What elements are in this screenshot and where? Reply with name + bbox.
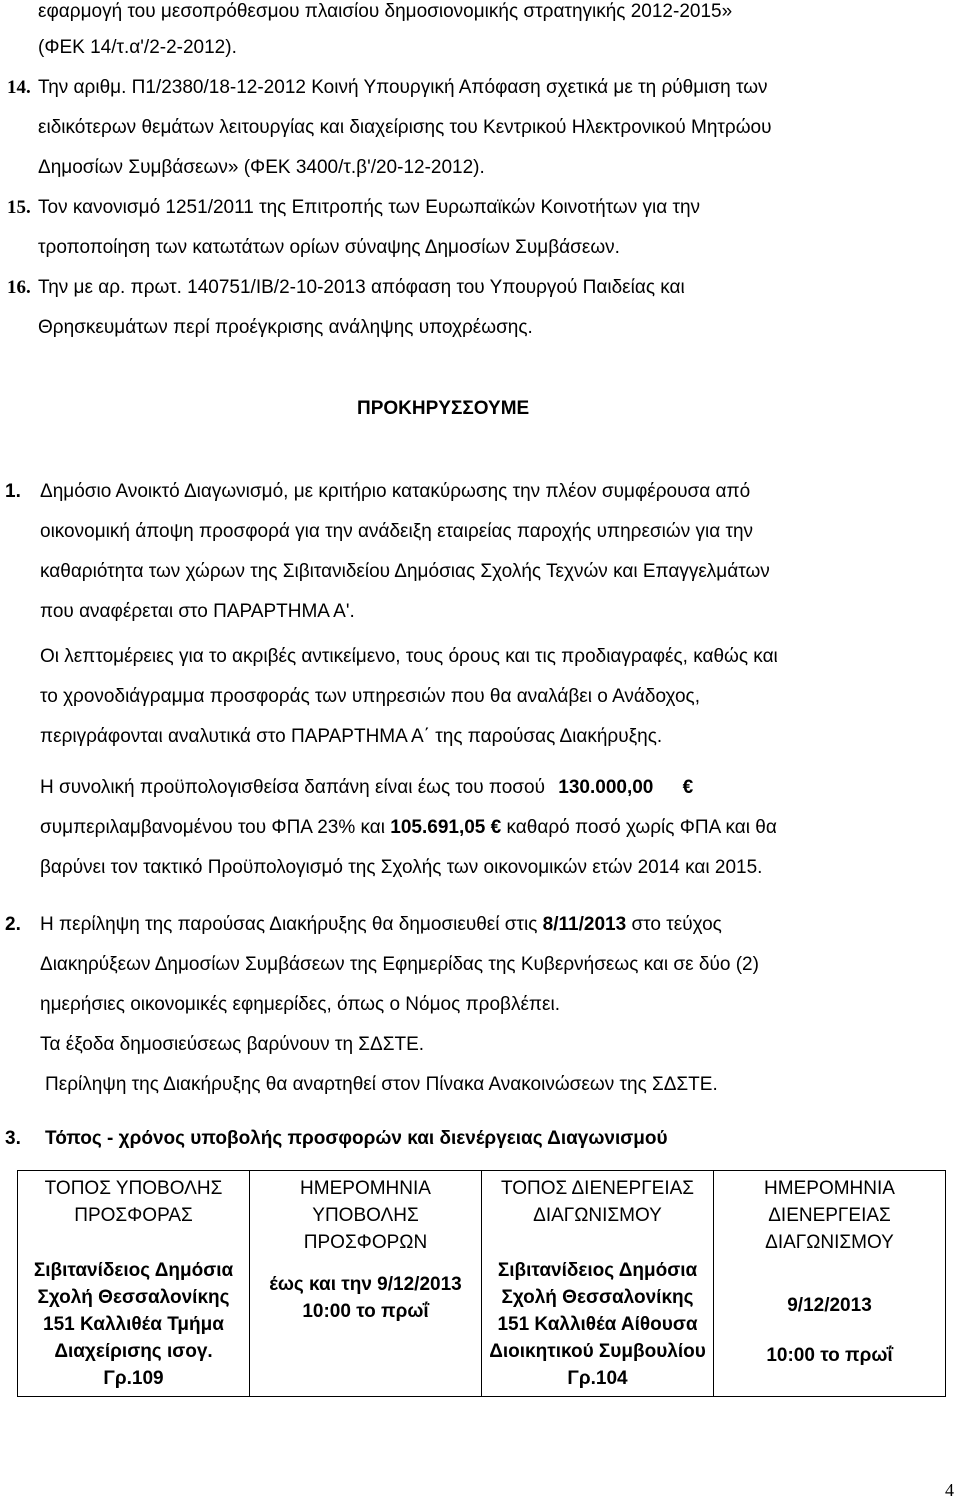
text-line: το χρονοδιάγραμμα προσφοράς των υπηρεσιών που θα αναλάβει ο Ανάδοχος, (40, 686, 700, 707)
list-item-14 (7, 76, 946, 100)
vat-text: συμπεριλαμβανομένου του ΦΠΑ 23% και (40, 817, 385, 838)
list-item-15 (7, 196, 700, 220)
list-item-16 (7, 276, 685, 300)
table-cell (482, 1171, 714, 1397)
column-header: ΤΟΠΟΣ ΥΠΟΒΟΛΗΣ ΠΡΟΣΦΟΡΑΣ (44, 1178, 223, 1226)
section-number: 3. (5, 1128, 21, 1149)
table-cell (18, 1171, 250, 1397)
table-cell (250, 1171, 482, 1397)
text-line (38, 0, 946, 24)
cell-value: Σιβιτανίδειος Δημόσια Σχολή Θεσσαλονίκης 151 Καλλιθέα Τμήμα Διαχείρισης ισογ. Γρ.109 (33, 1260, 234, 1389)
euro-symbol: € (490, 817, 502, 838)
publication-date: 8/11/2013 (542, 914, 627, 935)
text-line: βαρύνει τον τακτικό Προϋπολογισμό της Σχολής των οικονομικών ετών 2014 και 2015. (40, 857, 763, 878)
budget-line-2 (40, 816, 777, 840)
section-3-title (5, 1127, 668, 1151)
text-line: Τα έξοδα δημοσιεύσεως βαρύνουν τη ΣΔΣΤΕ. (40, 1034, 425, 1055)
euro-symbol: € (682, 777, 694, 798)
section-number: 1. (5, 481, 21, 502)
table-cell (714, 1171, 946, 1397)
text-line: Οι λεπτομέρειες για το ακριβές αντικείμενο, τους όρους και τις προδιαγραφές, καθώς και (40, 646, 778, 667)
section-title: Τόπος - χρόνος υποβολής προσφορών και διενέργειας Διαγωνισμού (45, 1128, 668, 1149)
budget-line (40, 776, 693, 800)
section-1-line (5, 480, 750, 504)
net-amount: 105.691,05 (390, 817, 486, 838)
section-text: Δημόσιο Ανοικτό Διαγωνισμό, με κριτήριο κατακύρωσης την πλέον συμφέρουσα από (40, 481, 751, 502)
cell-value: έως και την 9/12/2013 10:00 το πρωΐ (269, 1274, 462, 1322)
text-line: Θρησκευμάτων περί προέγκρισης ανάληψης υποχρέωσης. (38, 317, 533, 338)
column-header: ΗΜΕΡΟΜΗΝΙΑ ΔΙΕΝΕΡΓΕΙΑΣ ΔΙΑΓΩΝΙΣΜΟΥ (764, 1178, 895, 1253)
item-text: Την αριθμ. Π1/2380/18-12-2012 Κοινή Υπουργική Απόφαση σχετικά με τη ρύθμιση των (38, 77, 768, 98)
section-text: Η περίληψη της παρούσας Διακήρυξης θα δημοσιευθεί στις (40, 914, 538, 935)
cell-value: Σιβιτανίδειος Δημόσια Σχολή Θεσσαλονίκης 151 Καλλιθέα Αίθουσα Διοικητικού Συμβουλίου Γρ.104 (489, 1260, 706, 1389)
text-line: (ΦΕΚ 14/τ.α'/2-2-2012). (38, 37, 237, 58)
text-line: ειδικότερων θεμάτων λειτουργίας και διαχείρισης του Κεντρικού Ηλεκτρονικού Μητρώου (38, 117, 772, 138)
text-line: περιγράφονται αναλυτικά στο ΠΑΡΑΡΤΗΜΑ Α΄ της παρούσας Διακήρυξης. (40, 726, 663, 747)
item-number: 14. (7, 77, 31, 98)
text-line: που αναφέρεται στο ΠΑΡΑΡΤΗΜΑ Α'. (40, 601, 355, 622)
section-number: 2. (5, 914, 21, 935)
schedule-table (17, 1170, 946, 1397)
text-line: καθαριότητα των χώρων της Σιβιτανιδείου Δημόσιας Σχολής Τεχνών και Επαγγελμάτων (40, 561, 770, 582)
text-line: Δημοσίων Συμβάσεων» (ΦΕΚ 3400/τ.β'/20-12-2012). (38, 157, 485, 178)
table-row (18, 1171, 946, 1397)
text-line: Περίληψη της Διακήρυξης θα αναρτηθεί στον Πίνακα Ανακοινώσεων της ΣΔΣΤΕ. (45, 1074, 718, 1095)
page-number: 4 (945, 1480, 954, 1500)
item-text: Την με αρ. πρωτ. 140751/ΙΒ/2-10-2013 απόφαση του Υπουργού Παιδείας και (38, 277, 685, 298)
column-header: ΗΜΕΡΟΜΗΝΙΑ ΥΠΟΒΟΛΗΣ ΠΡΟΣΦΟΡΩΝ (300, 1178, 431, 1253)
text-line: ημερήσιες οικονομικές εφημερίδες, όπως ο Νόμος προβλέπει. (40, 994, 560, 1015)
item-number: 16. (7, 277, 31, 298)
text-line: οικονομική άποψη προσφορά για την ανάδειξη εταιρείας παροχής υπηρεσιών για την (40, 521, 754, 542)
budget-amount: 130.000,00 (558, 777, 654, 798)
budget-text: Η συνολική προϋπολογισθείσα δαπάνη είναι έως του ποσού (40, 777, 545, 798)
section-text-end: στο τεύχος (631, 914, 722, 935)
text-line: τροποποίηση των κατωτάτων ορίων σύναψης Δημοσίων Συμβάσεων. (38, 237, 620, 258)
line-text: εφαρμογή του μεσοπρόθεσμου πλαισίου δημοσιονομικής στρατηγικής 2012-2015» (38, 1, 733, 22)
item-text: Τον κανονισμό 1251/2011 της Επιτροπής των Ευρωπαϊκών Κοινοτήτων για την (38, 197, 701, 218)
column-header: ΤΟΠΟΣ ΔΙΕΝΕΡΓΕΙΑΣ ΔΙΑΓΩΝΙΣΜΟΥ (500, 1178, 695, 1226)
text-line: Διακηρύξεων Δημοσίων Συμβάσεων της Εφημερίδας της Κυβερνήσεως και σε δύο (2) (40, 954, 759, 975)
page-heading: ΠΡΟΚΗΡΥΣΣΟΥΜΕ (357, 398, 530, 419)
net-text: καθαρό ποσό χωρίς ΦΠΑ και θα (506, 817, 777, 838)
cell-value: 9/12/2013 10:00 το πρωΐ (766, 1295, 893, 1366)
section-2-line (5, 913, 722, 937)
item-number: 15. (7, 197, 31, 218)
